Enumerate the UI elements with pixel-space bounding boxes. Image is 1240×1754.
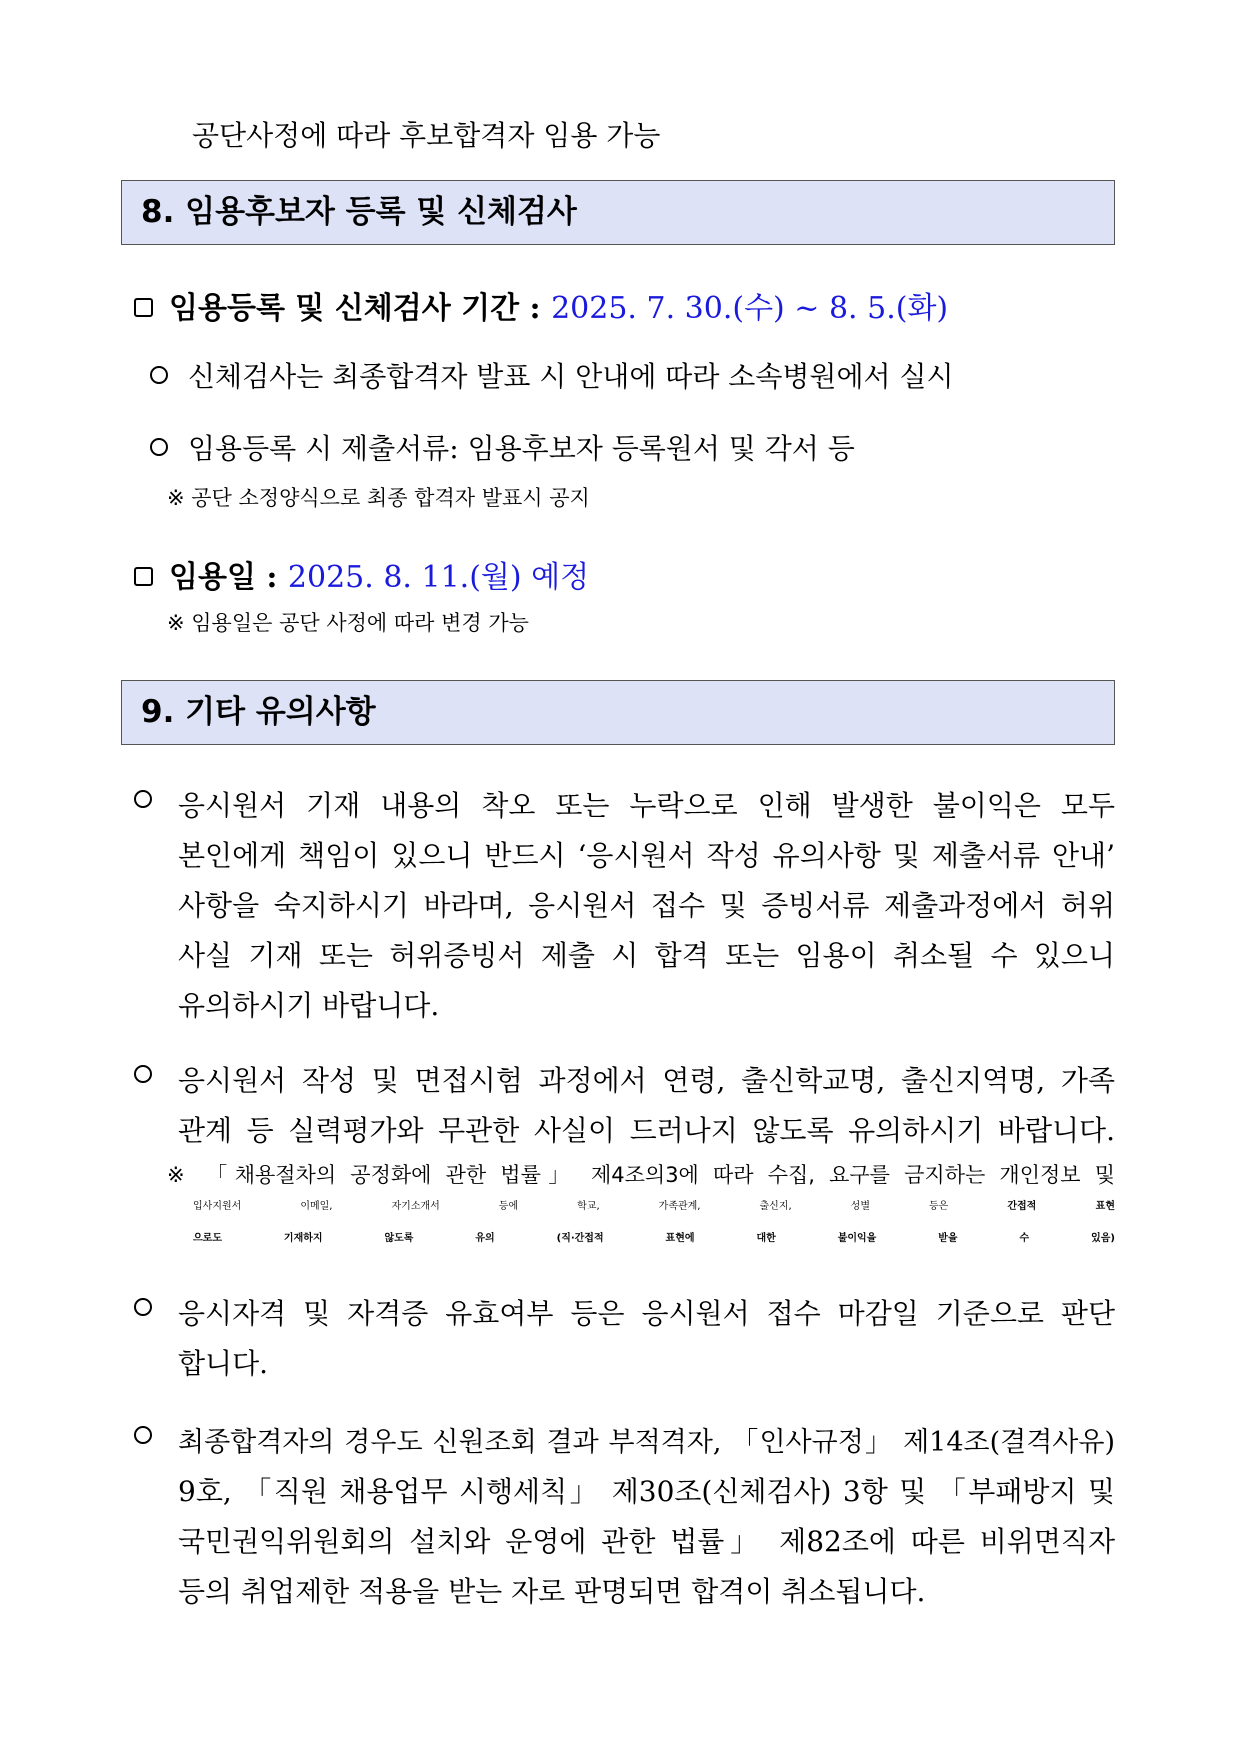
note-plain: 입사지원서 이메일, 자기소개서 등에 학교, 가족관계, 출신지, 성별 등은: [193, 1201, 1008, 1212]
item1-line: 유의하시기 바랍니다.: [178, 989, 440, 1022]
item2-text: [178, 1059, 1115, 1159]
item4-line: 9호, 「직원 채용업무 시행세칙」 제30조(신체검사) 3항 및 「부패방지 및: [178, 1475, 1115, 1508]
item1-line: 응시원서 기재 내용의 착오 또는 누락으로 인해 발생한 불이익은 모두: [178, 789, 1115, 822]
item2-line: 응시원서 작성 및 면접시험 과정에서 연령, 출신학교명, 출신지역명, 가족: [178, 1064, 1115, 1097]
item1-line: 사항을 숙지하시기 바라며, 응시원서 접수 및 증빙서류 제출과정에서 허위: [178, 889, 1115, 922]
registration-period: [134, 283, 948, 327]
exam-note: [150, 355, 954, 395]
note-line: [167, 1191, 1115, 1223]
item2-line: 관계 등 실력평가와 무관한 사실이 드러나지 않도록 유의하시기 바랍니다.: [178, 1114, 1115, 1147]
item3-line: 응시자격 및 자격증 유효여부 등은 응시원서 접수 마감일 기준으로 판단: [178, 1297, 1115, 1330]
date-note: ※ 임용일은 공단 사정에 따라 변경 가능: [167, 611, 529, 635]
item1-line: 본인에게 책임이 있으니 반드시 ‘응시원서 작성 유의사항 및 제출서류 안내’: [178, 839, 1115, 872]
item4-line: 최종합격자의 경우도 신원조회 결과 부적격자, 「인사규정」 제14조(결격사유): [178, 1427, 1115, 1458]
submission-docs-text: 임용등록 시 제출서류: 임용후보자 등록원서 및 각서 등: [188, 432, 855, 465]
checkbox-square-icon: [134, 567, 153, 586]
item4-text: [178, 1420, 1115, 1620]
circle-bullet-icon: [134, 1065, 152, 1083]
item1-text: [178, 784, 1115, 1034]
period-label: 임용등록 및 신체검사 기간 :: [169, 291, 552, 326]
exam-note-text: 신체검사는 최종합격자 발표 시 안내에 따라 소속병원에서 실시: [188, 360, 954, 393]
section9-heading: 9. 기타 유의사항: [121, 680, 1115, 745]
circle-bullet-icon: [150, 438, 168, 456]
item3-line: 합니다.: [178, 1347, 269, 1380]
date-value: 2025. 8. 11.(월) 예정: [287, 560, 590, 595]
submission-docs: [150, 427, 855, 467]
item2-note: [167, 1159, 1115, 1255]
item2-bullet: [134, 1059, 172, 1092]
note-bold: 간접적 표현: [1007, 1201, 1115, 1212]
period-value: 2025. 7. 30.(수) ~ 8. 5.(화): [551, 291, 949, 326]
item1-line: 사실 기재 또는 허위증빙서 제출 시 합격 또는 임용이 취소될 수 있으니: [178, 939, 1115, 972]
note-line: 으로도 기재하지 않도록 유의 (직·간접적 표현에 대한 불이익을 받을 수 있음): [193, 1233, 1115, 1244]
item1-bullet: [134, 784, 172, 817]
item4-line: 국민권익위원회의 설치와 운영에 관한 법률」 제82조에 따른 비위면직자: [178, 1525, 1115, 1558]
docs-note: ※ 공단 소정양식으로 최종 합격자 발표시 공지: [167, 486, 590, 510]
note-line: ※ 「채용절차의 공정화에 관한 법률」 제4조의3에 따라 수집, 요구를 금지하는 개인정보 및: [167, 1163, 1115, 1187]
item4-line: 등의 취업제한 적용을 받는 자로 판명되면 합격이 취소됩니다.: [178, 1575, 926, 1608]
appointment-date: [134, 552, 589, 596]
date-label: 임용일 :: [169, 560, 288, 595]
section8-heading: 8. 임용후보자 등록 및 신체검사: [121, 180, 1115, 245]
item3-bullet: [134, 1292, 172, 1325]
item4-bullet: [134, 1420, 172, 1453]
circle-bullet-icon: [150, 366, 168, 384]
item3-text: [178, 1292, 1115, 1392]
circle-bullet-icon: [134, 1426, 152, 1444]
checkbox-square-icon: [134, 298, 153, 317]
circle-bullet-icon: [134, 1298, 152, 1316]
top-line: 공단사정에 따라 후보합격자 임용 가능: [192, 119, 661, 152]
circle-bullet-icon: [134, 790, 152, 808]
